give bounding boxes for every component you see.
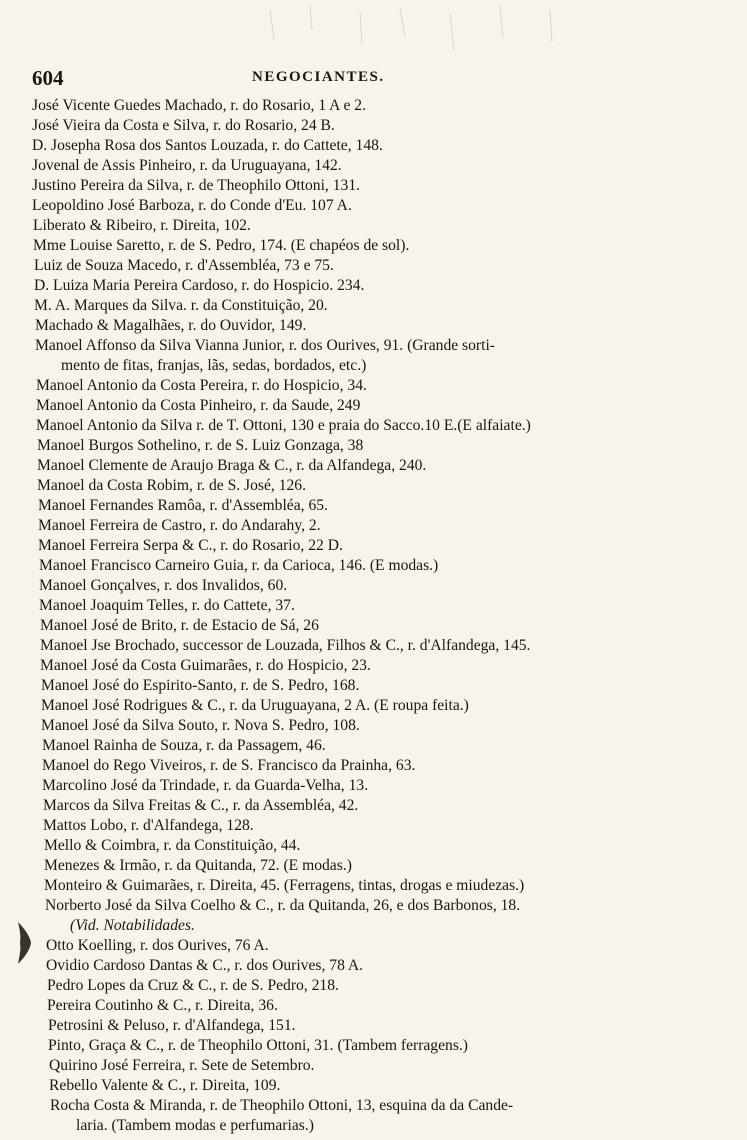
entry-line: Manoel Francisco Carneiro Guia, r. da Carioca, 146. (E modas.)	[39, 557, 439, 574]
entry-line: Quirino José Ferreira, r. Sete de Setembro.	[49, 1057, 315, 1074]
entry-line: Manoel Antonio da Costa Pereira, r. do Hospicio, 34.	[36, 377, 367, 394]
entry-line: Mme Louise Saretto, r. de S. Pedro, 174. (E chapéos de sol).	[33, 237, 410, 254]
entry-line: Justino Pereira da Silva, r. de Theophilo Ottoni, 131.	[32, 177, 361, 194]
entry-continuation-line: mento de fitas, franjas, lãs, sedas, bordados, etc.)	[61, 357, 367, 374]
entry-line: Manoel José da Silva Souto, r. Nova S. Pedro, 108.	[41, 717, 360, 734]
entry-line: Monteiro & Guimarães, r. Direita, 45. (Ferragens, tintas, drogas e miudezas.)	[44, 877, 525, 894]
entry-line: Machado & Magalhães, r. do Ouvidor, 149.	[35, 317, 307, 334]
entry-line: Pedro Lopes da Cruz & C., r. de S. Pedro, 218.	[47, 977, 339, 994]
entry-line: Rebello Valente & C., r. Direita, 109.	[49, 1077, 281, 1094]
entry-line: Petrosini & Peluso, r. d'Alfandega, 151.	[48, 1017, 296, 1034]
entry-line: Manoel do Rego Viveiros, r. de S. Francisco da Prainha, 63.	[42, 757, 416, 774]
entry-line: Manoel José de Brito, r. de Estacio de Sá, 26	[40, 617, 319, 634]
running-title: NEGOCIANTES.	[252, 69, 385, 85]
entry-line: Manoel Antonio da Silva r. de T. Ottoni, 130 e praia do Sacco.10 E.(E alfaiate.)	[36, 417, 531, 434]
entry-line: Pinto, Graça & C., r. de Theophilo Ottoni, 31. (Tambem ferragens.)	[48, 1037, 468, 1054]
entry-line: D. Josepha Rosa dos Santos Louzada, r. do Cattete, 148.	[32, 137, 383, 154]
entry-line: Mattos Lobo, r. d'Alfandega, 128.	[43, 817, 254, 834]
entry-line: Manoel Joaquim Telles, r. do Cattete, 37.	[39, 597, 295, 614]
entry-line: D. Luiza Maria Pereira Cardoso, r. do Hospicio. 234.	[34, 277, 365, 294]
entry-line: Manoel Gonçalves, r. dos Invalidos, 60.	[39, 577, 288, 594]
entry-line: Marcos da Silva Freitas & C., r. da Assembléa, 42.	[43, 797, 359, 814]
entry-line: Luiz de Souza Macedo, r. d'Assembléa, 73 e 75.	[34, 257, 334, 274]
entry-line: Manoel Clemente de Araujo Braga & C., r. da Alfandega, 240.	[37, 457, 427, 474]
entry-line: Otto Koelling, r. dos Ourives, 76 A.	[46, 937, 269, 954]
entry-line: José Vicente Guedes Machado, r. do Rosario, 1 A e 2.	[32, 97, 366, 114]
entry-continuation-line: laria. (Tambem modas e perfumarias.)	[76, 1117, 314, 1134]
bleed-through-marks	[250, 0, 590, 60]
entry-line: Manoel Jse Brochado, successor de Louzada, Filhos & C., r. d'Alfandega, 145.	[40, 637, 531, 654]
entry-line: Pereira Coutinho & C., r. Direita, 36.	[47, 997, 278, 1014]
entry-line: Manoel Ferreira Serpa & C., r. do Rosario, 22 D.	[38, 537, 343, 554]
entry-line: Manoel Rainha de Souza, r. da Passagem, 46.	[42, 737, 326, 754]
entry-line: Manoel José Rodrigues & C., r. da Uruguayana, 2 A. (E roupa feita.)	[41, 697, 469, 714]
entry-line: José Vieira da Costa e Silva, r. do Rosario, 24 B.	[32, 117, 335, 134]
entry-continuation-line: (Vid. Notabilidades.	[70, 917, 195, 934]
entry-line: Mello & Coimbra, r. da Constituição, 44.	[44, 837, 301, 854]
entry-line: Manoel José do Espirito-Santo, r. de S. Pedro, 168.	[41, 677, 360, 694]
page-header	[32, 66, 692, 94]
entry-line: Manoel Ferreira de Castro, r. do Andarahy, 2.	[38, 517, 321, 534]
entry-line: Leopoldino José Barboza, r. do Conde d'Eu. 107 A.	[32, 197, 352, 214]
entry-line: Manoel Antonio da Costa Pinheiro, r. da Saude, 249	[36, 397, 361, 414]
entry-line: Marcolino José da Trindade, r. da Guarda-Velha, 13.	[42, 777, 369, 794]
entry-line: Ovidio Cardoso Dantas & C., r. dos Ourives, 78 A.	[46, 957, 364, 974]
entry-line: Manoel José da Costa Guimarães, r. do Hospicio, 23.	[40, 657, 371, 674]
entry-line: Manoel da Costa Robim, r. de S. José, 126.	[37, 477, 306, 494]
pointing-hand-icon	[14, 918, 34, 968]
entry-line: Menezes & Irmão, r. da Quitanda, 72. (E modas.)	[44, 857, 352, 874]
entry-line: Norberto José da Silva Coelho & C., r. da Quitanda, 26, e dos Barbonos, 18.	[45, 897, 521, 914]
entry-line: Manoel Fernandes Ramôa, r. d'Assembléa, 65.	[38, 497, 328, 514]
entry-line: Liberato & Ribeiro, r. Direita, 102.	[33, 217, 251, 234]
entry-line: M. A. Marques da Silva. r. da Constituição, 20.	[34, 297, 328, 314]
page-number: 604	[32, 66, 64, 90]
entry-line: Manoel Burgos Sothelino, r. de S. Luiz Gonzaga, 38	[37, 437, 364, 454]
entry-line: Rocha Costa & Miranda, r. de Theophilo Ottoni, 13, esquina da da Cande-	[50, 1097, 514, 1114]
entry-line: Manoel Affonso da Silva Vianna Junior, r. dos Ourives, 91. (Grande sorti-	[35, 337, 495, 354]
entry-line: Jovenal de Assis Pinheiro, r. da Uruguayana, 142.	[32, 157, 342, 174]
